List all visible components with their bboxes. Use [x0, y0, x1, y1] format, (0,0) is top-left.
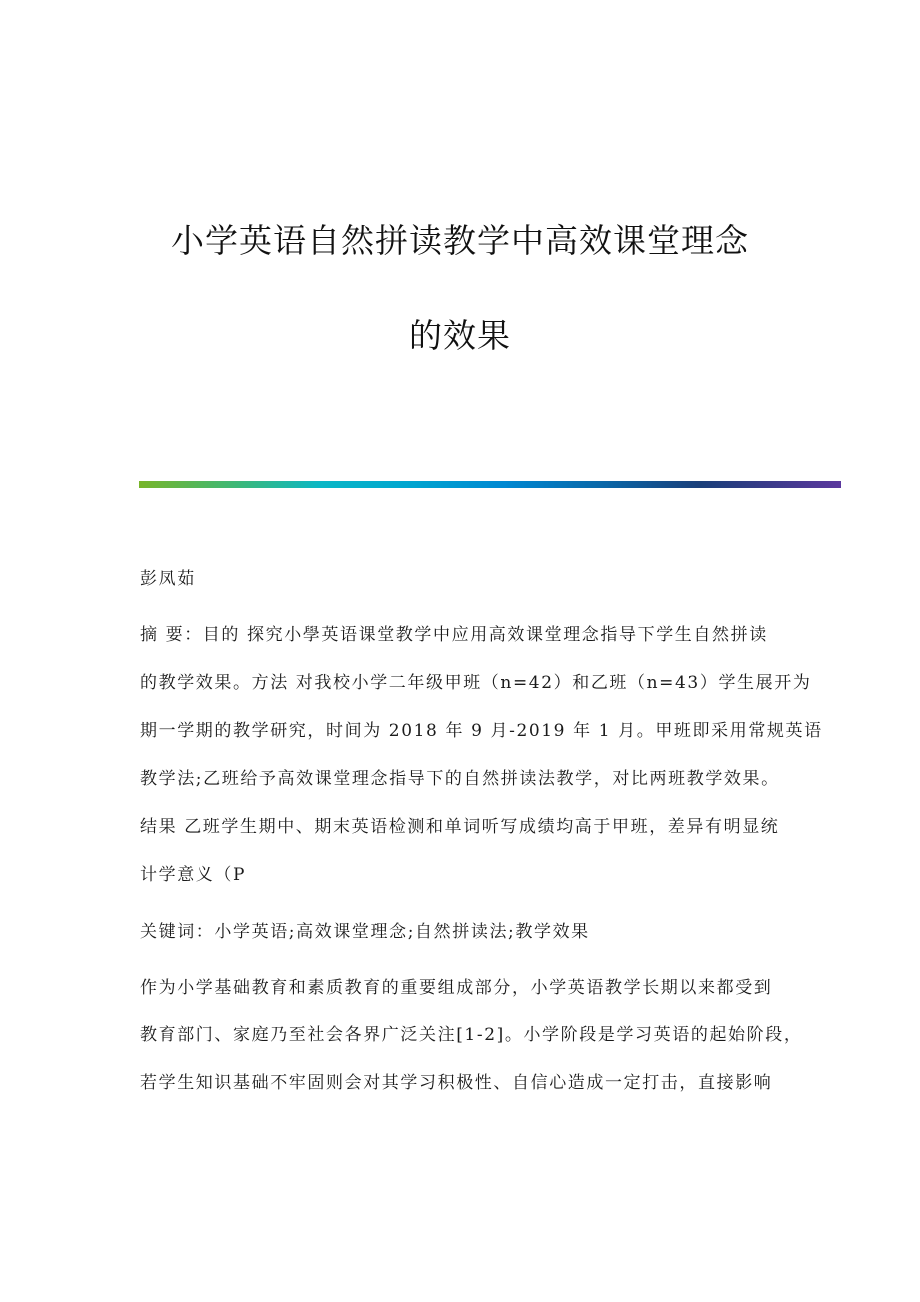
- author-name: 彭凤茹: [140, 569, 196, 589]
- document-title-line-2: 的效果: [409, 316, 511, 355]
- body-line: 教育部门、家庭乃至社会各界广泛关注[1-2]。小学阶段是学习英语的起始阶段，: [140, 1025, 803, 1045]
- abstract-line: 计学意义（P: [140, 865, 247, 885]
- abstract-line: 教学法;乙班给予高效课堂理念指导下的自然拼读法教学，对比两班教学效果。: [140, 769, 780, 789]
- gradient-divider: [139, 481, 841, 488]
- body-line: 若学生知识基础不牢固则会对其学习积极性、自信心造成一定打击，直接影响: [140, 1073, 773, 1093]
- body-line: 作为小学基础教育和素质教育的重要组成部分，小学英语教学长期以来都受到: [140, 978, 773, 998]
- abstract-line: 结果 乙班学生期中、期末英语检测和单词听写成绩均高于甲班，差异有明显统: [140, 817, 780, 837]
- abstract-line: 期一学期的教学研究，时间为 2018 年 9 月-2019 年 1 月。甲班即采用常规英语: [140, 721, 823, 741]
- abstract-line: 的教学效果。方法 对我校小学二年级甲班（n=42）和乙班（n=43）学生展开为: [140, 673, 812, 693]
- document-title-line-1: 小学英语自然拼读教学中高效课堂理念: [171, 221, 749, 260]
- keywords: 关键词：小学英语;高效课堂理念;自然拼读法;教学效果: [140, 922, 590, 942]
- abstract-line: 摘 要：目的 探究小學英语课堂教学中应用高效课堂理念指导下学生自然拼读: [140, 625, 768, 645]
